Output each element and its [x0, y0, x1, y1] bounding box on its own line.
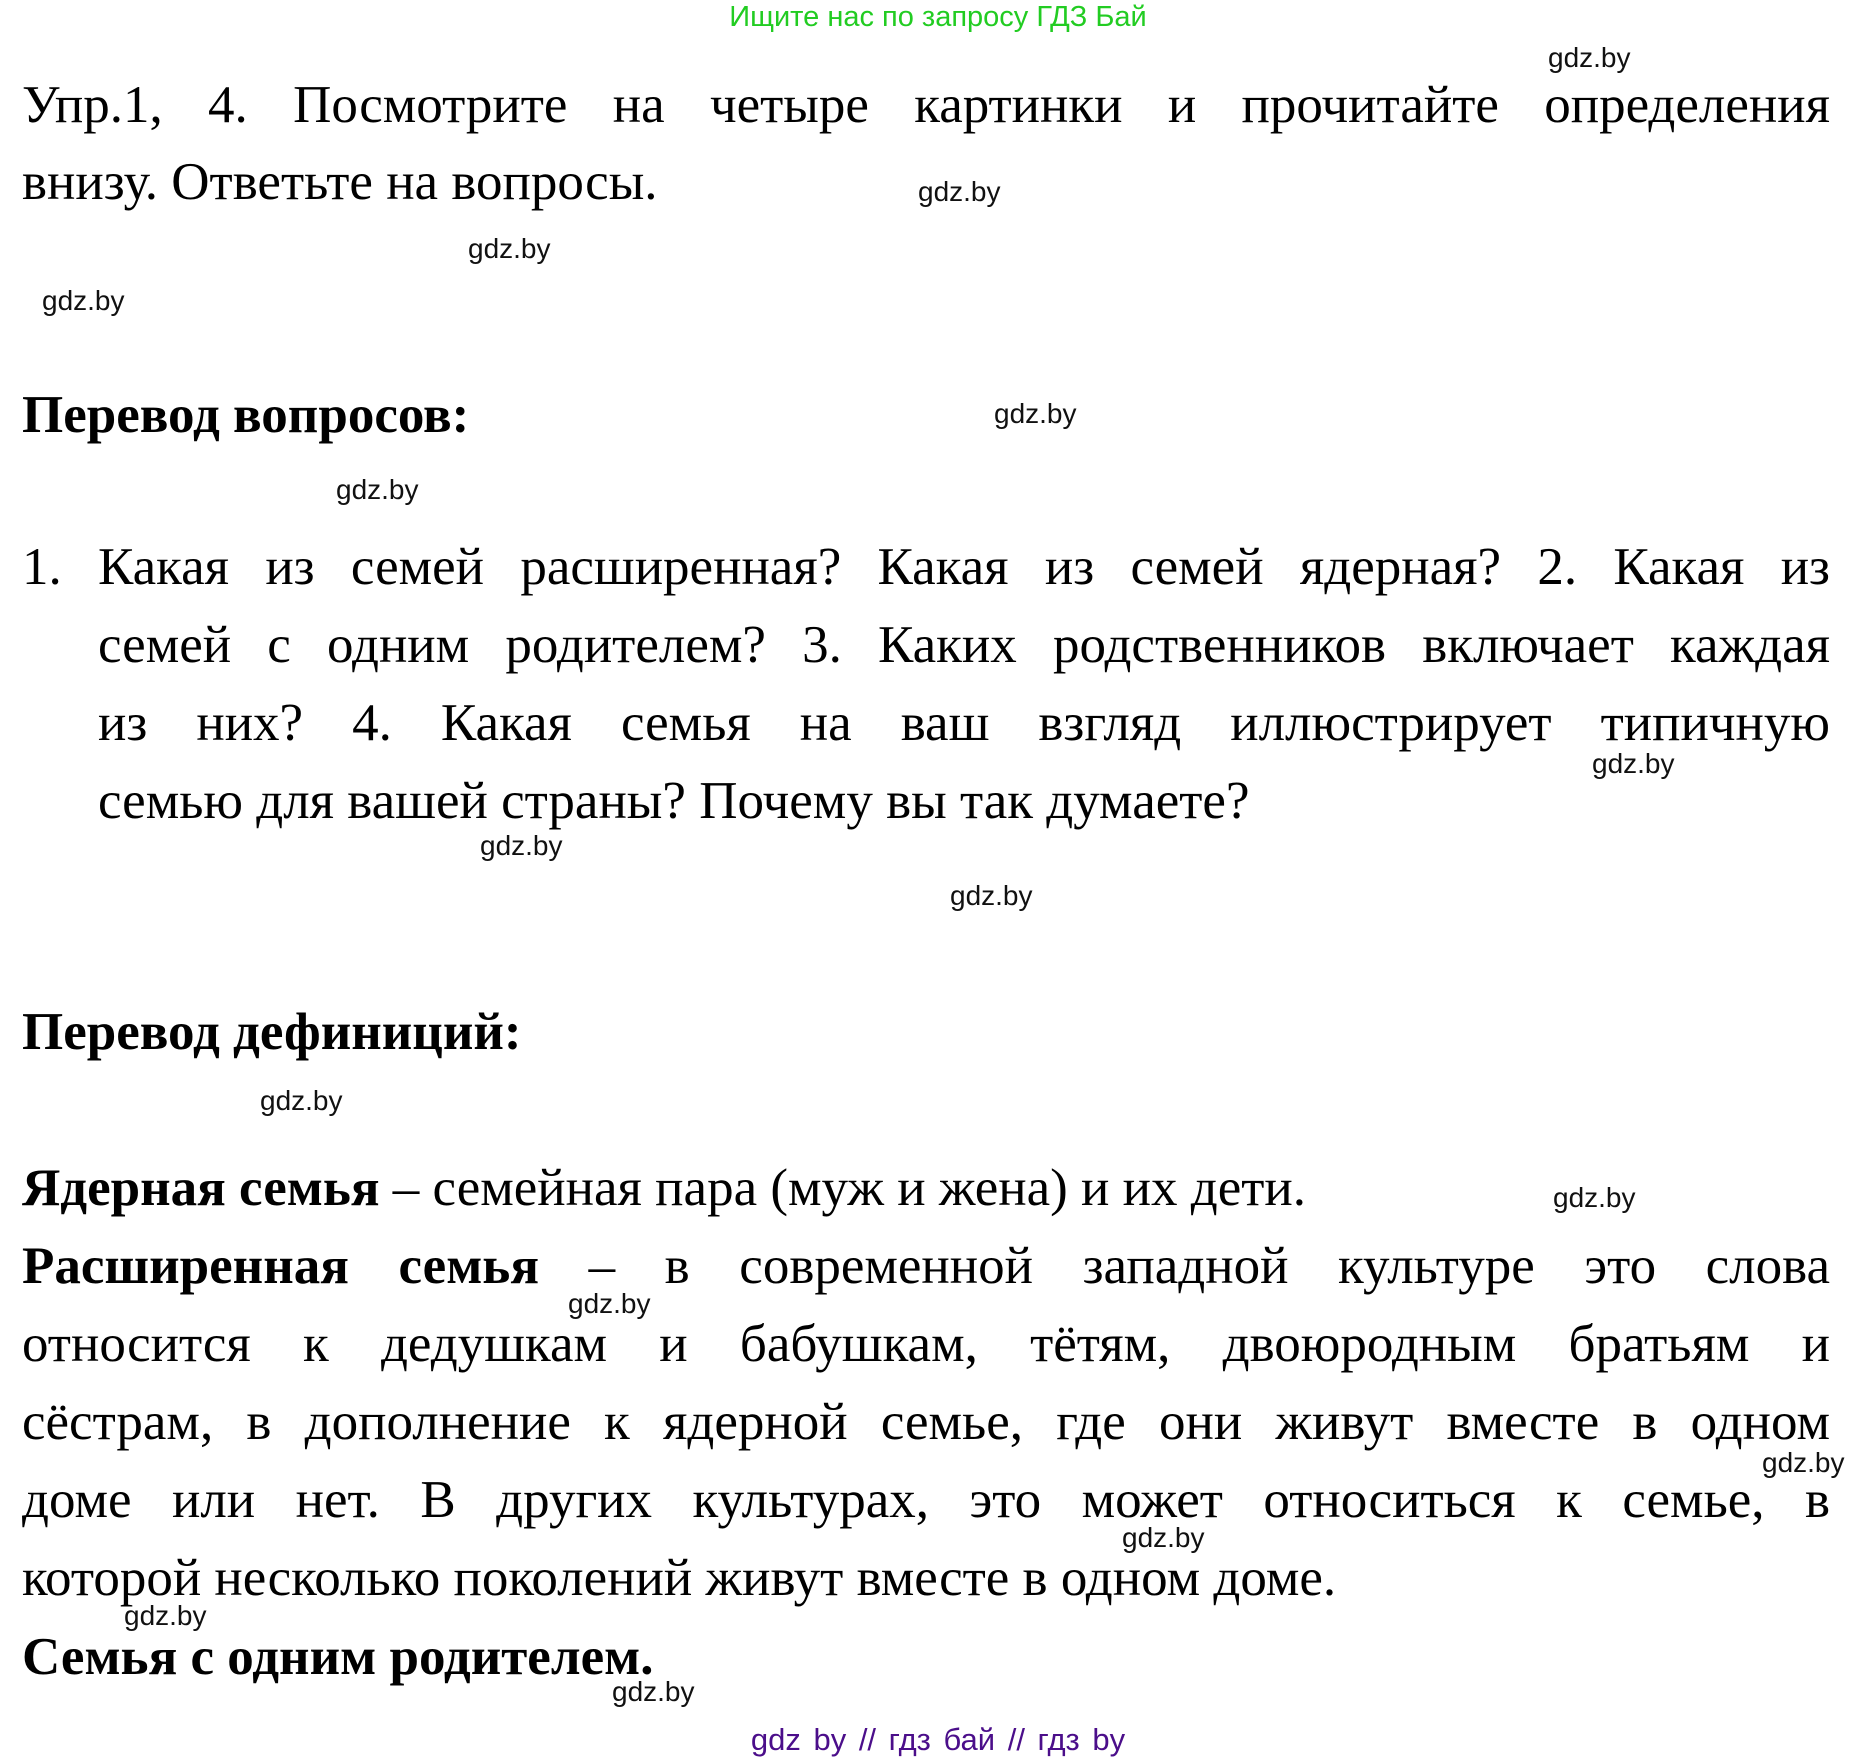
watermark: gdz.by [124, 1600, 207, 1631]
definition-extended-line-4: доме или нет. В других культурах, это может относиться к семье, в [22, 1471, 1830, 1529]
search-hint-banner: Ищите нас по запросу ГДЗ Бай [729, 1, 1147, 33]
watermark: gdz.by [1592, 748, 1675, 779]
term-nuclear-family: Ядерная семья [22, 1159, 380, 1217]
definition-extended-text-1: – в современной западной культуре это слова [539, 1237, 1830, 1295]
term-extended-family: Расширенная семья [22, 1237, 540, 1295]
watermark: gdz.by [918, 176, 1001, 207]
question-line-4: семью для вашей страны? Почему вы так думаете? [98, 772, 1250, 830]
list-number: 1. [22, 538, 62, 596]
watermark: gdz.by [568, 1288, 651, 1319]
watermark: gdz.by [1548, 42, 1631, 73]
watermark: gdz.by [1122, 1522, 1205, 1553]
task-line-2: внизу. Ответьте на вопросы. [22, 153, 658, 211]
definition-extended-line-2: относится к дедушкам и бабушкам, тётям, двоюродным братьям и [22, 1315, 1830, 1373]
task-line-1: Упр.1, 4. Посмотрите на четыре картинки и прочитайте определения [22, 76, 1830, 134]
watermark: gdz.by [950, 880, 1033, 911]
question-line-2: семей с одним родителем? 3. Каких родственников включает каждая [98, 616, 1830, 674]
term-single-parent-family: Семья с одним родителем. [22, 1628, 654, 1686]
watermark: gdz.by [42, 285, 125, 316]
watermark: gdz.by [260, 1085, 343, 1116]
question-line-3: из них? 4. Какая семья на ваш взгляд иллюстрирует типичную [98, 694, 1830, 752]
question-line-1: Какая из семей расширенная? Какая из семей ядерная? 2. Какая из [98, 538, 1830, 596]
definition-nuclear-text: – семейная пара (муж и жена) и их дети. [379, 1159, 1307, 1217]
definition-extended-line-3: сёстрам, в дополнение к ядерной семье, где они живут вместе в одном [22, 1393, 1830, 1451]
questions-heading: Перевод вопросов: [22, 386, 470, 444]
watermark: gdz.by [1553, 1182, 1636, 1213]
watermark: gdz.by [994, 398, 1077, 429]
watermark: gdz.by [1762, 1447, 1845, 1478]
watermark: gdz.by [612, 1676, 695, 1707]
watermark: gdz.by [468, 233, 551, 264]
definitions-heading: Перевод дефиниций: [22, 1003, 522, 1061]
definition-extended-line-5: которой несколько поколений живут вместе в одном доме. [22, 1549, 1337, 1607]
definition-extended-line-1 [22, 1236, 1830, 1296]
definition-nuclear [22, 1158, 1306, 1218]
watermark: gdz.by [480, 830, 563, 861]
watermark: gdz.by [336, 474, 419, 505]
footer-site-links: gdz by // гдз бай // гдз by [750, 1722, 1126, 1757]
